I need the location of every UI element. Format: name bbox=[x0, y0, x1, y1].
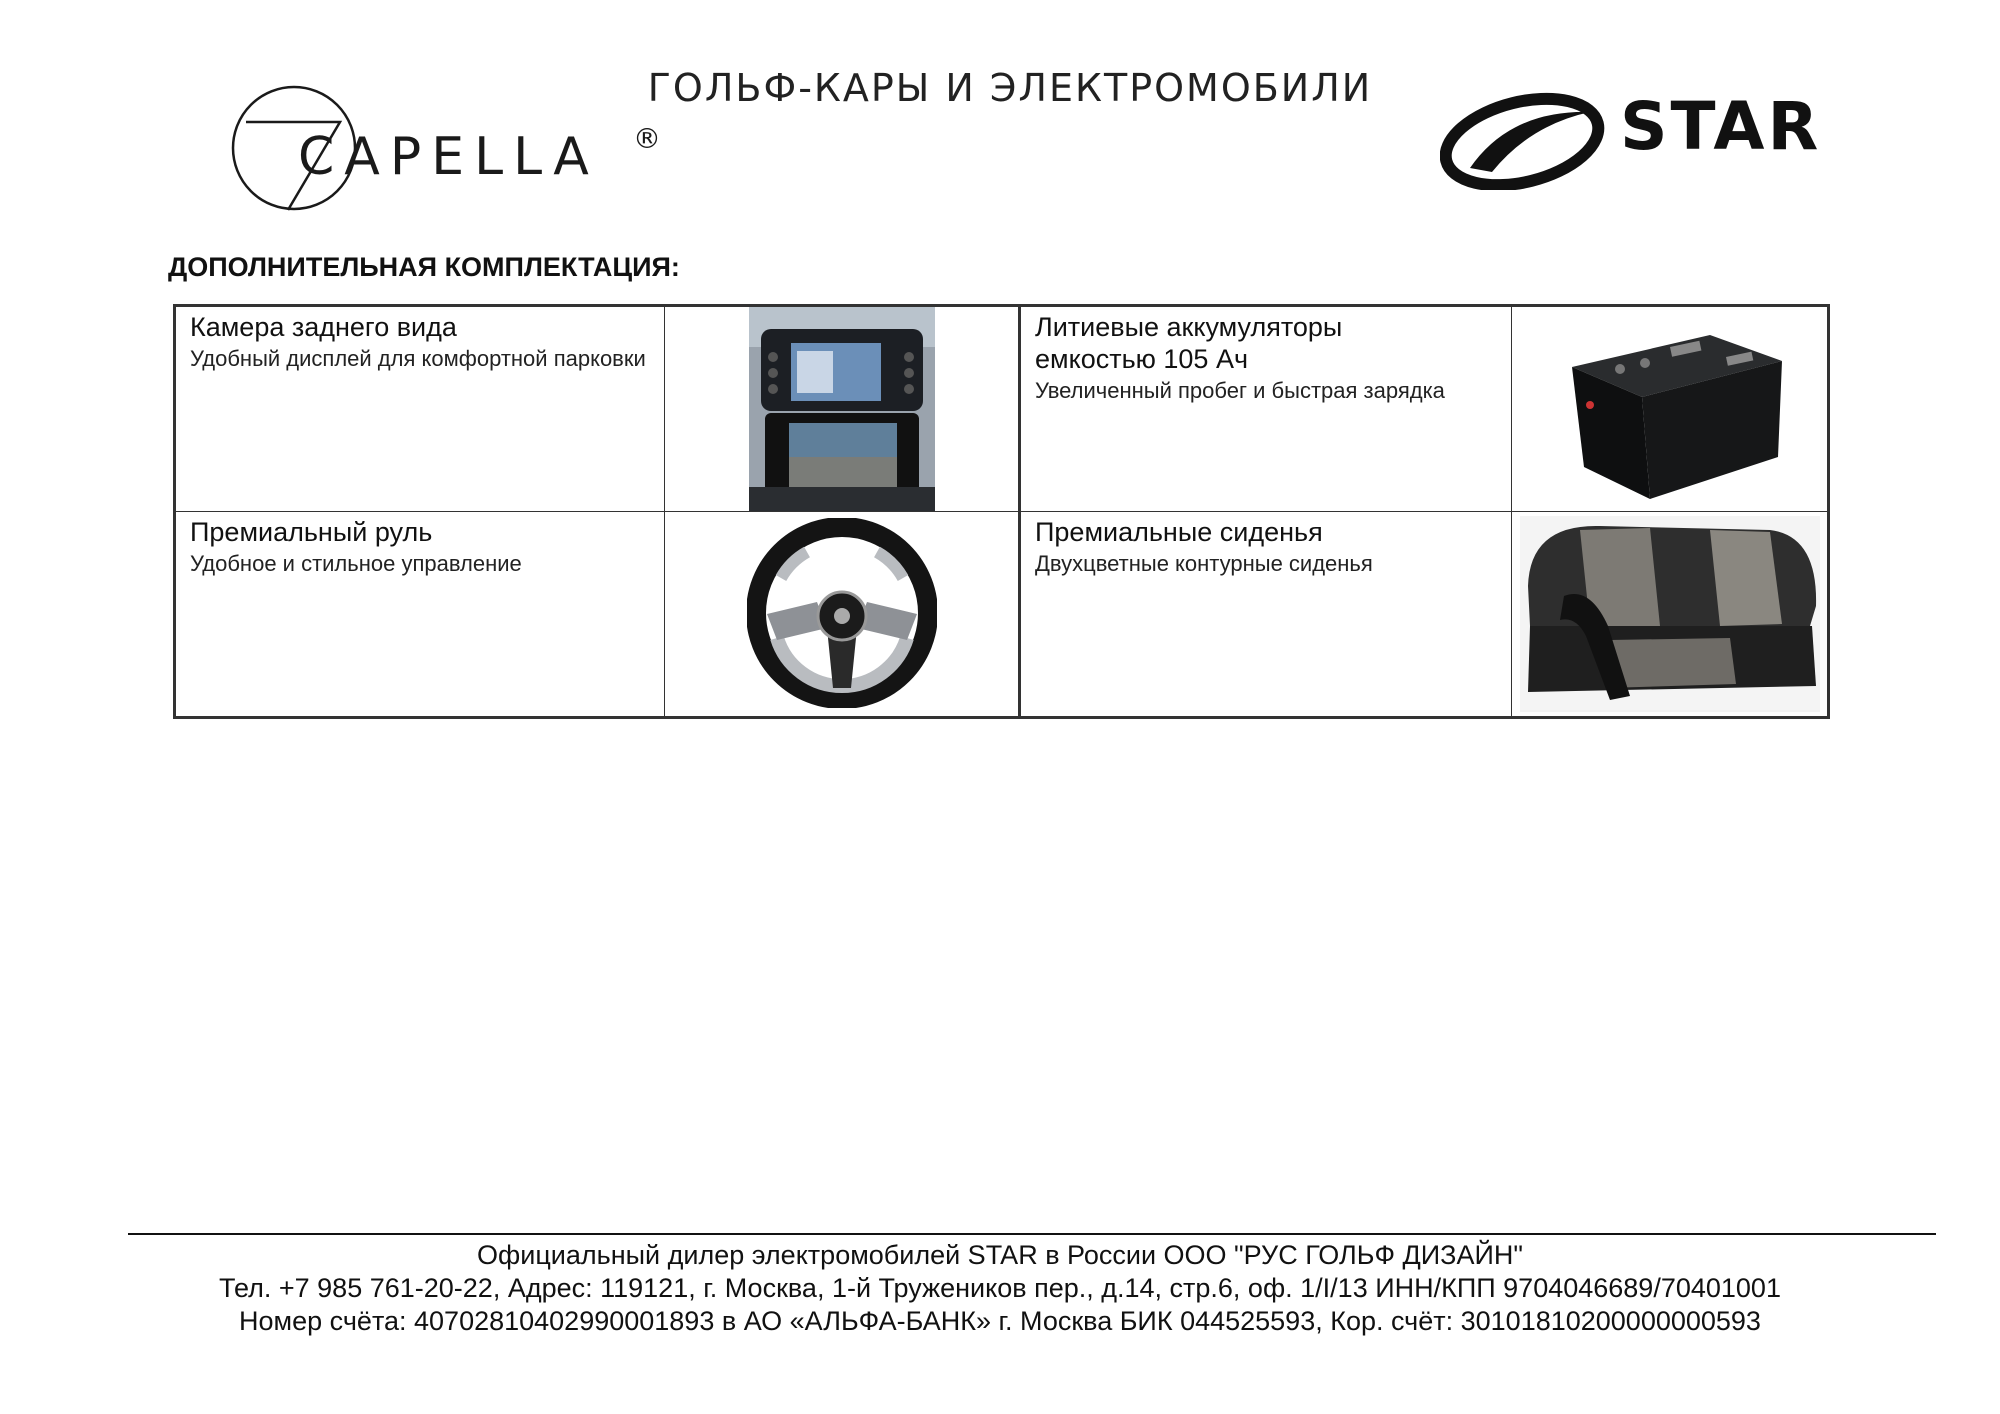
page-header-title: ГОЛЬФ-КАРЫ И ЭЛЕКТРОМОБИЛИ bbox=[647, 66, 1373, 110]
footer-contact-line: Тел. +7 985 761-20-22, Адрес: 119121, г. Москва, 1-й Тружеников пер., д.14, стр.6, оф. 1/I/13 ИНН/КПП 9704046689/70401001 bbox=[219, 1273, 1781, 1303]
option-title: Премиальные сиденья bbox=[1035, 517, 1323, 547]
footer-bank-line: Номер счёта: 40702810402990001893 в АО «АЛЬФА-БАНК» г. Москва БИК 044525593, Кор. счёт: 30101810200000000593 bbox=[239, 1306, 1761, 1336]
option-cell-premium-seats bbox=[1020, 512, 1512, 718]
option-description: Удобное и стильное управление bbox=[190, 551, 522, 576]
option-title: Литиевые аккумуляторы емкостью 105 Ач bbox=[1035, 312, 1343, 374]
star-swoosh-logo-icon bbox=[1440, 90, 1610, 190]
steering-wheel-photo bbox=[747, 518, 937, 708]
option-image-cell bbox=[665, 512, 1020, 718]
lithium-battery-photo bbox=[1550, 317, 1790, 507]
section-heading: ДОПОЛНИТЕЛЬНАЯ КОМПЛЕКТАЦИЯ: bbox=[168, 252, 680, 282]
option-image-cell bbox=[1512, 512, 1829, 718]
footer-divider bbox=[128, 1233, 1936, 1235]
option-description: Удобный дисплей для комфортной парковки bbox=[190, 346, 646, 371]
footer-dealer-line: Официальный дилер электромобилей STAR в России ООО "РУС ГОЛЬФ ДИЗАЙН" bbox=[477, 1240, 1523, 1270]
capella-logo-text: CAPELLA bbox=[298, 127, 599, 187]
option-title: Камера заднего вида bbox=[190, 312, 457, 342]
premium-seats-photo bbox=[1520, 516, 1820, 712]
option-cell-rear-camera bbox=[175, 306, 665, 512]
table-row bbox=[175, 306, 1829, 512]
option-cell-lithium-battery bbox=[1020, 306, 1512, 512]
option-cell-steering-wheel bbox=[175, 512, 665, 718]
star-logo-text: STAR bbox=[1620, 88, 1822, 165]
option-title: Премиальный руль bbox=[190, 517, 433, 547]
option-image-cell bbox=[665, 306, 1020, 512]
star-logo bbox=[1440, 88, 1860, 188]
option-description: Увеличенный пробег и быстрая зарядка bbox=[1035, 378, 1445, 403]
option-image-cell bbox=[1512, 306, 1829, 512]
registered-mark: ® bbox=[633, 122, 661, 155]
option-description: Двухцветные контурные сиденья bbox=[1035, 551, 1373, 576]
capella-logo bbox=[228, 82, 688, 214]
options-table bbox=[173, 304, 1830, 719]
rear-camera-display-photo bbox=[749, 307, 935, 511]
table-row bbox=[175, 512, 1829, 718]
